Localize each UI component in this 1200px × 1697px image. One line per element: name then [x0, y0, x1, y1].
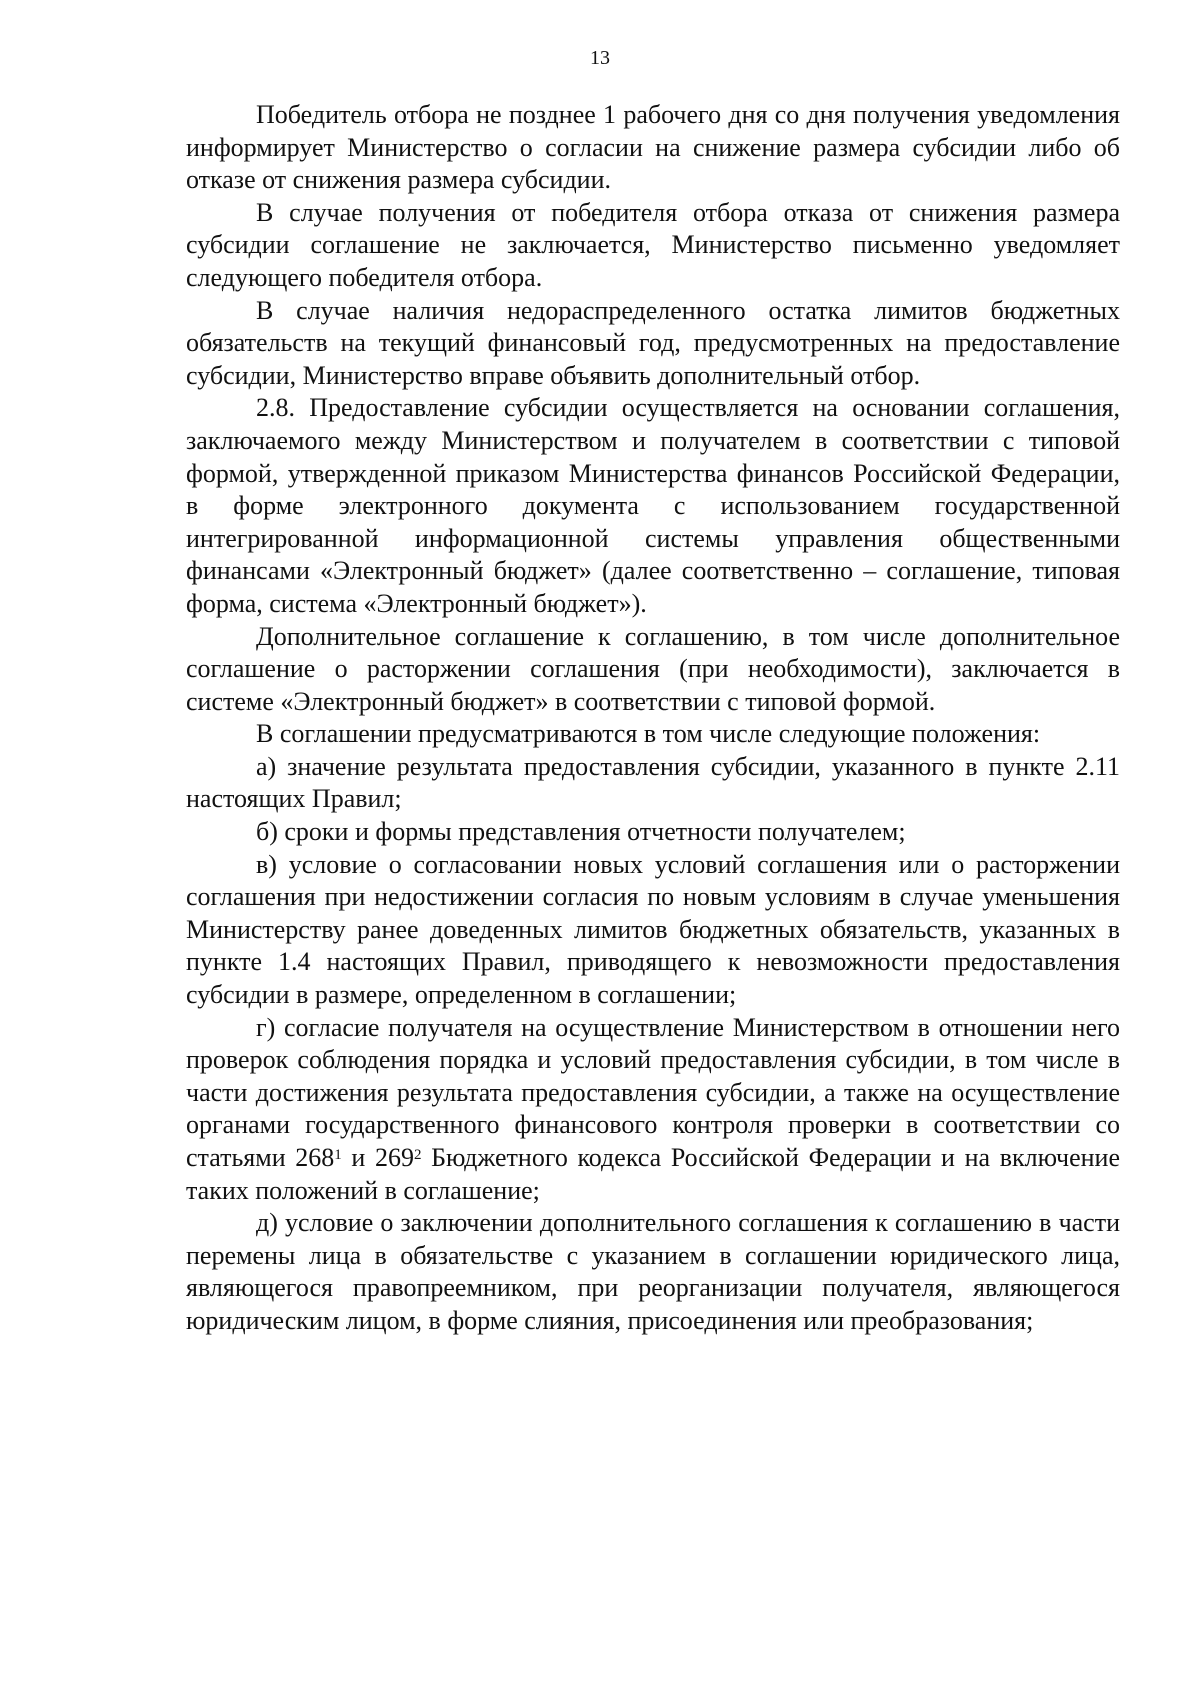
list-item-g-text-end: Бюджетного кодекса Российской Федерации и на включение таких положений в соглашение; — [186, 1143, 1120, 1205]
document-body — [186, 99, 1120, 1338]
paragraph-2-8-agreement: 2.8. Предоставление субсидии осуществляется на основании соглашения, заключаемого между Министерством и получателем в соответствии с типовой формой, утвержденной приказом Министерства финансов Российской Федерации, в форме электронного документа с использованием государственной интегрированной информационной системы управления общественными финансами «Электронный бюджет» (далее соответственно – соглашение, типовая форма, система «Электронный бюджет»). — [186, 393, 1120, 618]
superscript-2: 2 — [413, 1147, 422, 1163]
list-item-a: а) значение результата предоставления субсидии, указанного в пункте 2.11 настоящих Правил; — [186, 751, 1120, 814]
paragraph-refusal-case: В случае получения от победителя отбора отказа от снижения размера субсидии соглашение не заключается, Министерство письменно уведомляет следующего победителя отбора. — [186, 197, 1120, 292]
paragraph-additional-selection: В случае наличия недораспределенного остатка лимитов бюджетных обязательств на текущий финансовый год, предусмотренных на предоставление субсидии, Министерство вправе объявить дополнительный отбор. — [186, 295, 1120, 390]
list-item-g — [186, 1012, 1120, 1208]
list-item-d: д) условие о заключении дополнительного соглашения к соглашению в части перемены лица в обязательстве с указанием в соглашении юридического лица, являющегося правопреемником, при реорганизации получателя, являющегося юридическим лицом, в форме слияния, присоединения или преобразования; — [186, 1208, 1120, 1335]
paragraph-additional-agreement: Дополнительное соглашение к соглашению, в том числе дополнительное соглашение о расторжении соглашения (при необходимости), заключается в системе «Электронный бюджет» в соответствии с типовой формой. — [186, 621, 1120, 716]
superscript-1: 1 — [334, 1147, 342, 1163]
paragraph-agreement-provisions: В соглашении предусматриваются в том числе следующие положения: — [256, 719, 1041, 749]
list-item-g-text-middle: и 269 — [341, 1143, 414, 1172]
list-item-b: б) сроки и формы представления отчетности получателем; — [256, 817, 906, 847]
list-item-g-text-start: г) согласие получателя на осуществление Министерством в отношении него проверок соблюдения порядка и условий предоставления субсидии, в том числе в части достижения результата предоставления субсидии, а также на осуществление органами государственного финансового контроля проверки в соответствии со статьями 268 — [186, 1012, 1120, 1172]
list-item-v: в) условие о согласовании новых условий соглашения или о расторжении соглашения при недостижении согласия по новым условиям в случае уменьшения Министерству ранее доведенных лимитов бюджетных обязательств, указанных в пункте 1.4 настоящих Правил, приводящего к невозможности предоставления субсидии в размере, определенном в соглашении; — [186, 849, 1120, 1010]
paragraph-winner-notification: Победитель отбора не позднее 1 рабочего дня со дня получения уведомления информирует Министерство о согласии на снижение размера субсидии либо об отказе от снижения размера субсидии. — [186, 100, 1120, 195]
page-number: 13 — [590, 47, 610, 69]
